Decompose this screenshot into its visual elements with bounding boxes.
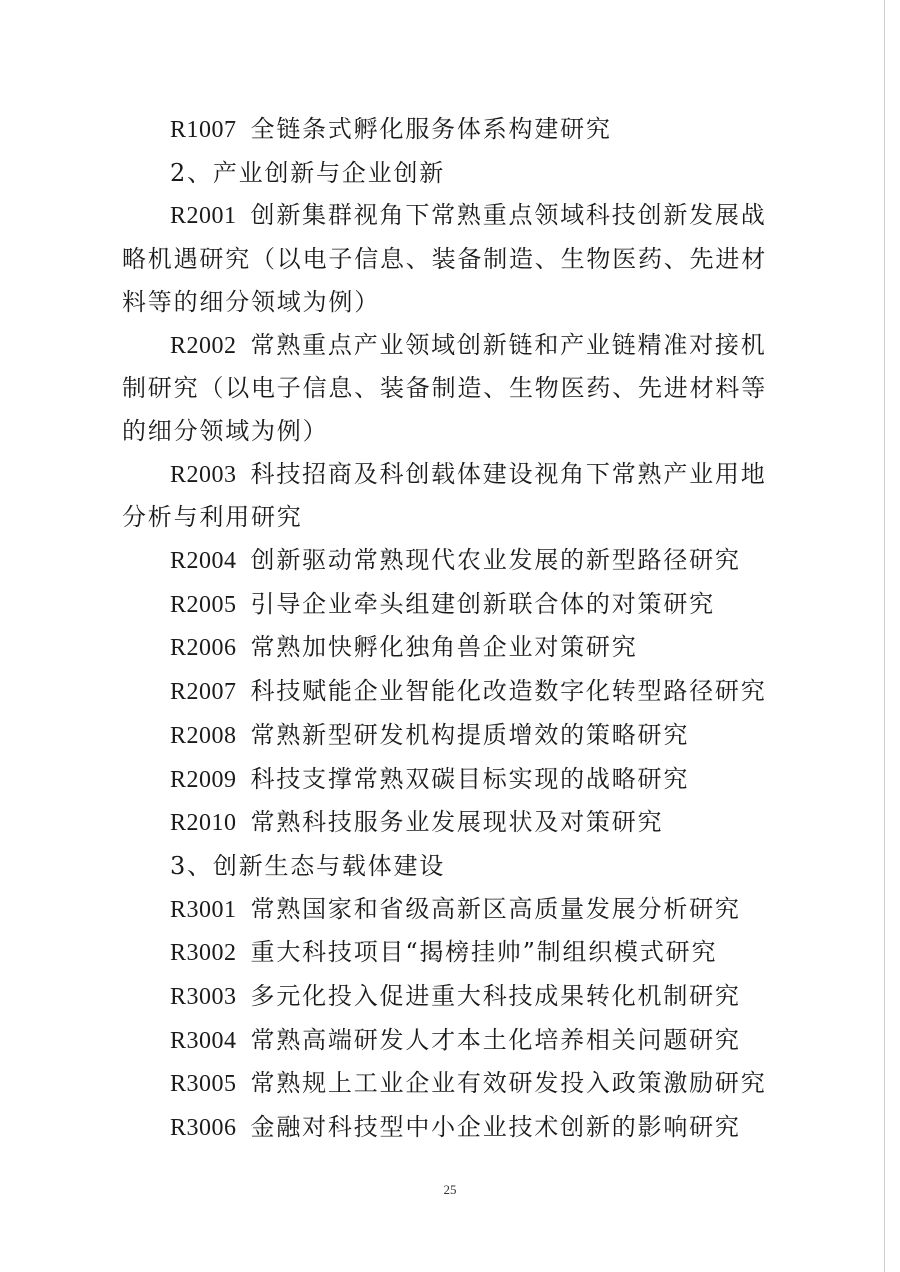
item-title: 科技支撑常熟双碳目标实现的战略研究 bbox=[250, 764, 690, 793]
item-code: R1007 bbox=[170, 117, 237, 143]
item-code: R2007 bbox=[170, 679, 237, 706]
item-title: 科技赋能企业智能化改造数字化转型路径研究 bbox=[250, 677, 767, 706]
item-title: 常熟新型研发机构提质增效的策略研究 bbox=[250, 720, 690, 749]
item-title: 重大科技项目“揭榜挂帅”制组织模式研究 bbox=[250, 938, 718, 967]
list-item bbox=[122, 975, 782, 1019]
list-item bbox=[122, 1062, 782, 1106]
page-number: 25 bbox=[443, 1182, 457, 1197]
list-item bbox=[122, 758, 782, 802]
item-code: R2009 bbox=[170, 766, 237, 793]
list-item bbox=[122, 583, 782, 627]
list-item bbox=[122, 801, 782, 845]
list-item bbox=[122, 1106, 782, 1150]
item-title: 常熟国家和省级高新区高质量发展分析研究 bbox=[250, 894, 741, 923]
item-code: R2003 bbox=[170, 461, 237, 488]
item-title: 科技招商及科创载体建设视角下常熟产业用地分析与利用研究 bbox=[122, 459, 767, 532]
item-title: 常熟高端研发人才本土化培养相关问题研究 bbox=[250, 1025, 741, 1054]
item-code: R2001 bbox=[170, 203, 237, 230]
item-title: 常熟加快孵化独角兽企业对策研究 bbox=[250, 633, 638, 662]
document-body bbox=[122, 108, 782, 1150]
page-edge-divider bbox=[884, 0, 885, 1272]
item-code: R2004 bbox=[170, 548, 237, 575]
item-code: R3006 bbox=[170, 1115, 237, 1142]
list-item bbox=[122, 626, 782, 670]
list-item bbox=[122, 194, 782, 323]
item-title: 金融对科技型中小企业技术创新的影响研究 bbox=[250, 1113, 741, 1142]
item-code: R3001 bbox=[170, 896, 237, 923]
list-item bbox=[122, 714, 782, 758]
list-item bbox=[122, 888, 782, 932]
item-title: 常熟重点产业领域创新链和产业链精准对接机制研究（以电子信息、装备制造、生物医药、先进材料等的细分领域为例） bbox=[122, 330, 767, 445]
item-title: 引导企业牵头组建创新联合体的对策研究 bbox=[250, 589, 715, 618]
list-item bbox=[122, 931, 782, 975]
list-item bbox=[122, 1019, 782, 1063]
item-code: R3005 bbox=[170, 1071, 237, 1098]
list-item bbox=[122, 670, 782, 714]
item-code: R2006 bbox=[170, 635, 237, 662]
list-item bbox=[122, 539, 782, 583]
item-code: R2008 bbox=[170, 722, 237, 749]
list-item bbox=[122, 324, 782, 453]
item-title: 常熟科技服务业发展现状及对策研究 bbox=[250, 808, 664, 837]
item-code: R3003 bbox=[170, 984, 237, 1011]
item-title: 创新驱动常熟现代农业发展的新型路径研究 bbox=[250, 546, 741, 575]
item-code: R2005 bbox=[170, 591, 237, 618]
item-title: 全链条式孵化服务体系构建研究 bbox=[250, 115, 612, 143]
section-heading: 2、产业创新与企业创新 bbox=[170, 158, 446, 187]
item-code: R2002 bbox=[170, 332, 237, 359]
item-code: R3004 bbox=[170, 1027, 237, 1054]
item-code: R3002 bbox=[170, 940, 237, 967]
item-title: 常熟规上工业企业有效研发投入政策激励研究 bbox=[250, 1069, 767, 1098]
list-item bbox=[122, 453, 782, 539]
item-code: R2010 bbox=[170, 810, 237, 837]
item-title: 多元化投入促进重大科技成果转化机制研究 bbox=[250, 982, 741, 1011]
section-heading: 3、创新生态与载体建设 bbox=[170, 851, 446, 880]
list-item bbox=[122, 108, 782, 152]
item-title: 创新集群视角下常熟重点领域科技创新发展战略机遇研究（以电子信息、装备制造、生物医药、先进材料等的细分领域为例） bbox=[122, 201, 767, 316]
